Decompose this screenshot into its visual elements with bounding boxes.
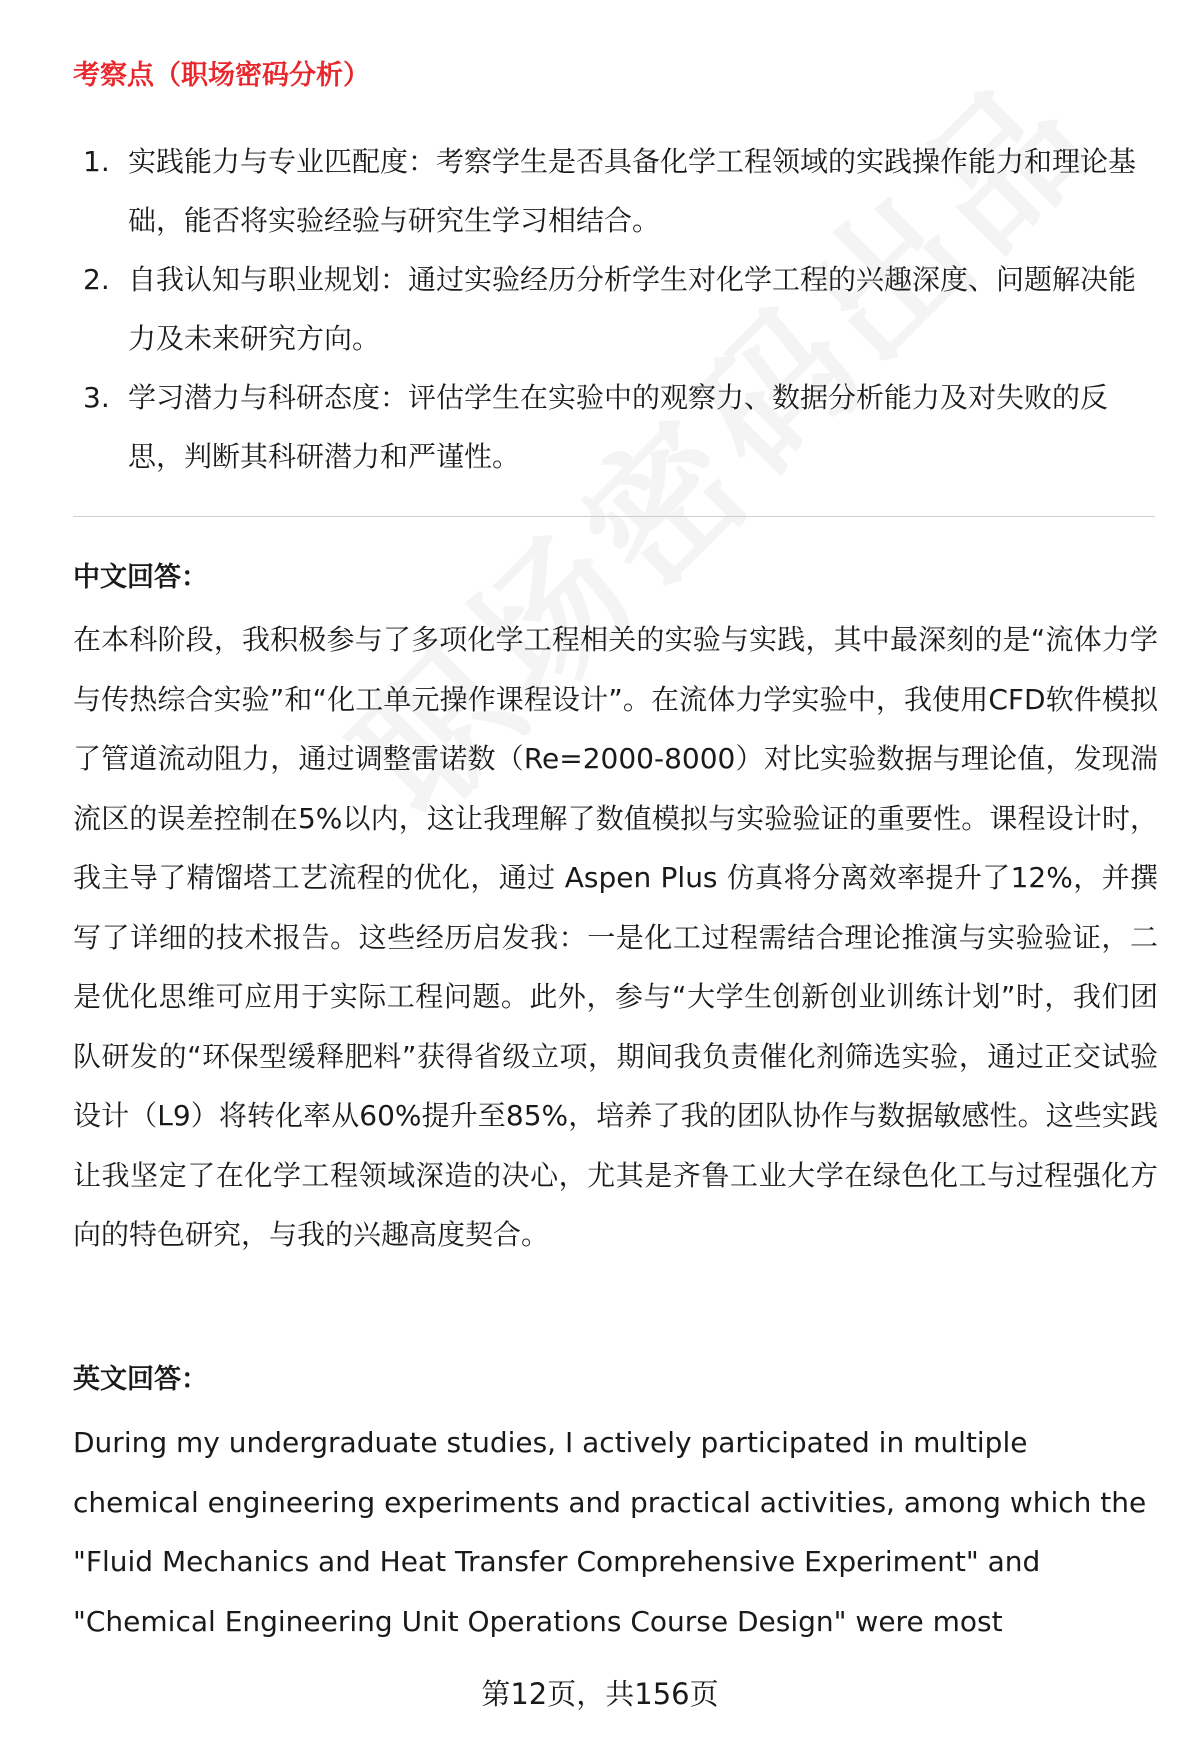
chinese-answer-text: 在本科阶段，我积极参与了多项化学工程相关的实验与实践，其中最深刻的是“流体力学与传热综合实验”和“化工单元操作课程设计”。在流体力学实验中，我使用CFD软件模拟了管道流动阻力，通过调整雷诺数（Re=2000-8000）对比实验数据与理论值，发现湍流区的误差控制在5%以内，这让我理解了数值模拟与实验验证的重要性。课程设计时，我主导了精馏塔工艺流程的优化，通过 Aspen Plus 仿真将分离效率提升了12%，并撰写了详细的技术报告。这些经历启发我：一是化工过程需结合理论推演与实验验证，二是优化思维可应用于实际工程问题。此外，参与“大学生创新创业训练计划”时，我们团队研发的“环保型缓释肥料”获得省级立项，期间我负责催化剂筛选实验，通过正交试验设计（L9）将转化率从60%提升至85%，培养了我的团队协作与数据敏感性。这些实践让我坚定了在化学工程领域深造的决心，尤其是齐鲁工业大学在绿色化工与过程强化方向的特色研究，与我的兴趣高度契合。 xyxy=(73,623,1158,1251)
list-item-number: 2. xyxy=(83,263,110,296)
list-item xyxy=(73,368,1153,486)
list-item-text: 实践能力与专业匹配度：考察学生是否具备化学工程领域的实践操作能力和理论基础，能否将实验经验与研究生学习相结合。 xyxy=(128,145,1137,237)
exam-points-list xyxy=(73,132,1153,486)
english-answer-title: 英文回答： xyxy=(73,1364,208,1395)
english-answer-text: During my undergraduate studies, I actively participated in multiple chemical engineering experiments and practical activities, among which the "Fluid Mechanics and Heat Transfer Comprehensive Experiment" and "Chemical Engineering Unit Operations Course Design" were most xyxy=(73,1426,1147,1638)
list-item-number: 1. xyxy=(83,145,110,178)
section-divider xyxy=(73,516,1155,517)
list-item-text: 自我认知与职业规划：通过实验经历分析学生对化学工程的兴趣深度、问题解决能力及未来研究方向。 xyxy=(128,263,1137,355)
chinese-answer-title: 中文回答： xyxy=(73,562,208,593)
exam-points-title: 考察点（职场密码分析） xyxy=(73,60,370,91)
page-number: 第12页，共156页 xyxy=(481,1677,719,1711)
list-item-number: 3. xyxy=(83,381,110,414)
list-item xyxy=(73,250,1153,368)
list-item-text: 学习潜力与科研态度：评估学生在实验中的观察力、数据分析能力及对失败的反思，判断其科研潜力和严谨性。 xyxy=(128,381,1109,473)
list-item xyxy=(73,132,1153,250)
